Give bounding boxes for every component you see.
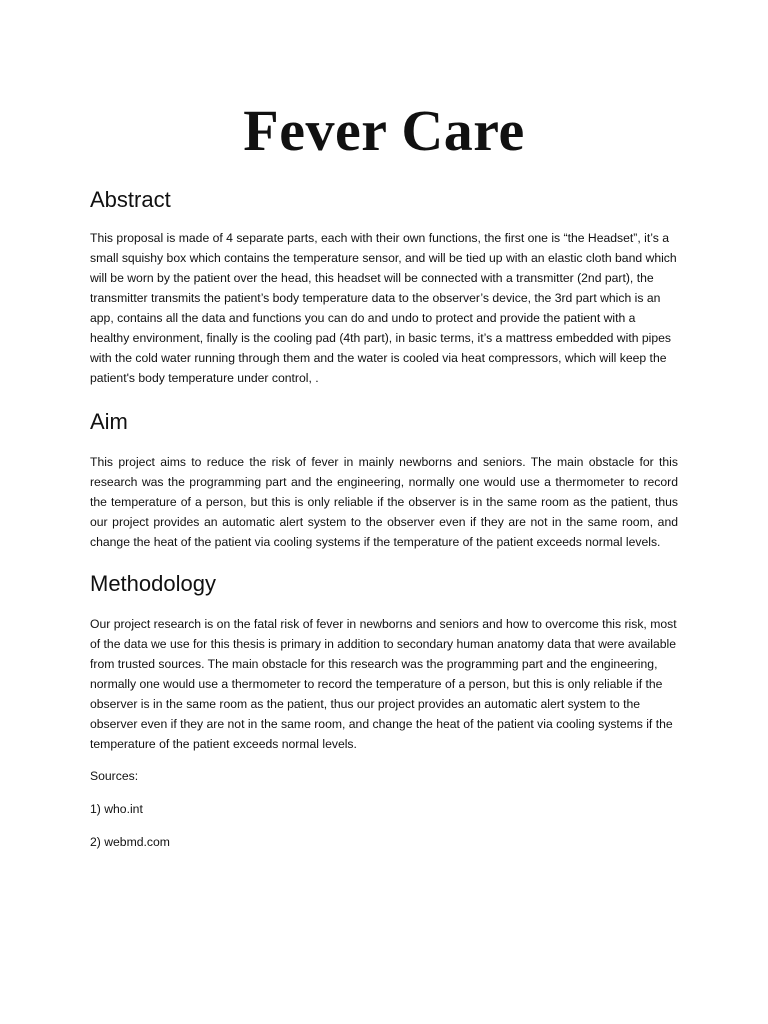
aim-paragraph: This project aims to reduce the risk of fever in mainly newborns and seniors. The main obstacle for this research was the programming part and the engineering, normally one would use a thermometer to record the temperature of a person, but this is only reliable if the observer is in the same room as the patient, thus our project provides an automatic alert system to the observer even if they are not in the same room, and change the heat of the patient via cooling systems if the temperature of the patient exceeds normal levels.: [90, 455, 678, 549]
document-title: Fever Care: [243, 98, 525, 163]
sources-label: Sources:: [90, 769, 139, 783]
source-item-webmd: 2) webmd.com: [90, 835, 170, 849]
aim-heading: Aim: [90, 409, 128, 434]
methodology-paragraph: Our project research is on the fatal risk of fever in newborns and seniors and how to overcome this risk, most of the data we use for this thesis is primary in addition to secondary human anatomy data that were available from trusted sources. The main obstacle for this research was the programming part and the engineering, normally one would use a thermometer to record the temperature of a person, but this is only reliable if the observer is in the same room as the patient, thus our project provides an automatic alert system to the observer even if they are not in the same room, and change the heat of the patient via cooling systems if the temperature of the patient exceeds normal levels.: [90, 617, 677, 751]
abstract-heading: Abstract: [90, 187, 171, 212]
abstract-paragraph: This proposal is made of 4 separate parts, each with their own functions, the first one is “the Headset”, it’s a small squishy box which contains the temperature sensor, and will be tied up with an elastic cloth band which will be worn by the patient over the head, this headset will be connected with a transmitter (2nd part), the transmitter transmits the patient’s body temperature data to the observer’s device, the 3rd part which is an app, contains all the data and functions you can do and undo to protect and provide the patient with a healthy environment, finally is the cooling pad (4th part), in basic terms, it’s a mattress embedded with pipes with the cold water running through them and the water is cooled via heat compressors, which will keep the patient's body temperature under control, .: [90, 231, 677, 385]
source-item-who: 1) who.int: [90, 802, 143, 816]
methodology-heading: Methodology: [90, 571, 216, 596]
